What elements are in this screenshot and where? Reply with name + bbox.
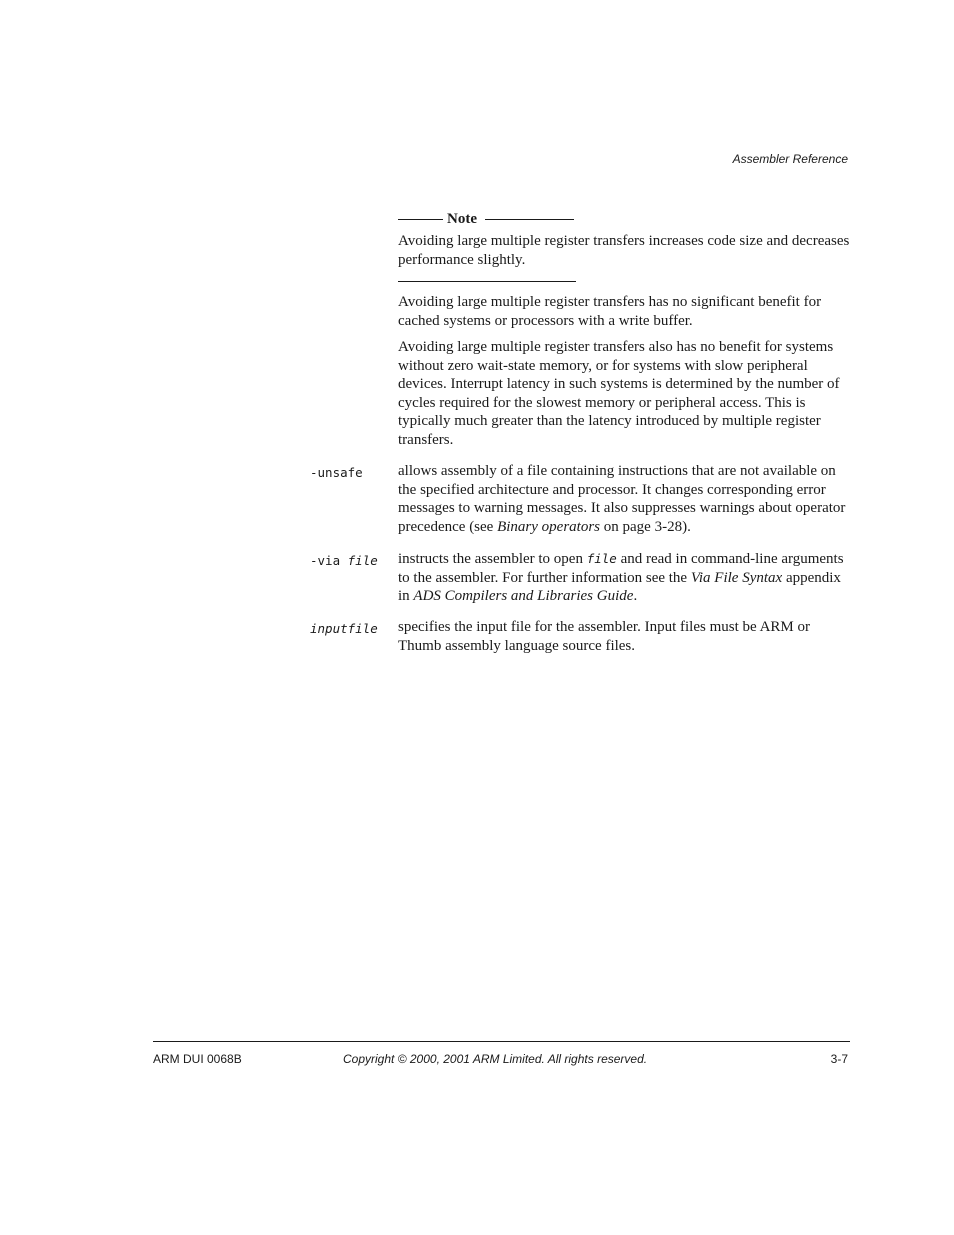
note-text: Avoiding large multiple register transfers increases code size and decreases performance slightly.	[398, 233, 850, 268]
footer-page-number: 3-7	[830, 1052, 848, 1066]
option-flag: -via	[310, 553, 348, 568]
paragraph-cached-systems: Avoiding large multiple register transfers has no significant benefit for cached systems or processors with a write buffer.	[398, 294, 822, 329]
desc-text: appendix in	[398, 569, 841, 605]
footer-rule	[153, 1041, 850, 1042]
desc-text: instructs the assembler to open	[398, 551, 587, 567]
ads-guide-ref[interactable]: ADS Compilers and Libraries Guide	[413, 588, 634, 605]
note-heading	[398, 210, 850, 228]
option-term-inputfile: inputfile	[310, 621, 378, 636]
note-rule-left	[398, 219, 443, 220]
inline-code: file	[586, 551, 617, 566]
binary-operators-link[interactable]: Binary operators	[497, 518, 601, 535]
running-header: Assembler Reference	[732, 152, 848, 166]
option-desc-unsafe	[398, 462, 850, 536]
note-end-rule	[398, 281, 576, 282]
paragraph-interrupt-latency: Avoiding large multiple register transfers also has no benefit for systems without zero wait-state memory, or for systems with slow peripheral devices. Interrupt latency in such systems is determined by the number of cycles required for the slowest memory or peripheral access. This is typically much greater than the latency introduced by multiple register transfers.	[398, 339, 840, 448]
via-file-syntax-ref[interactable]: Via File Syntax	[690, 569, 783, 586]
desc-text: on page 3-28).	[600, 518, 691, 535]
option-desc-via	[398, 550, 850, 606]
note-label: Note	[447, 210, 477, 227]
note-box	[398, 210, 850, 282]
desc-text: .	[633, 588, 638, 605]
option-argument: file	[347, 553, 378, 568]
desc-text: allows assembly of a file containing instructions that are not available on the specified architecture and processor. It changes corresponding error messages to warning messages. It also suppresses warnings about operator precedence (see	[398, 463, 846, 535]
option-desc-inputfile: specifies the input file for the assembler. Input files must be ARM or Thumb assembly language source files.	[398, 619, 811, 654]
footer-copyright: Copyright © 2000, 2001 ARM Limited. All rights reserved.	[343, 1052, 648, 1066]
option-term-via	[310, 552, 378, 570]
desc-text: and read in command-line arguments to the assembler. For further information see the	[398, 551, 844, 586]
footer-doc-id: ARM DUI 0068B	[153, 1052, 242, 1066]
note-rule-right	[485, 219, 574, 220]
option-term-unsafe: -unsafe	[310, 465, 363, 480]
